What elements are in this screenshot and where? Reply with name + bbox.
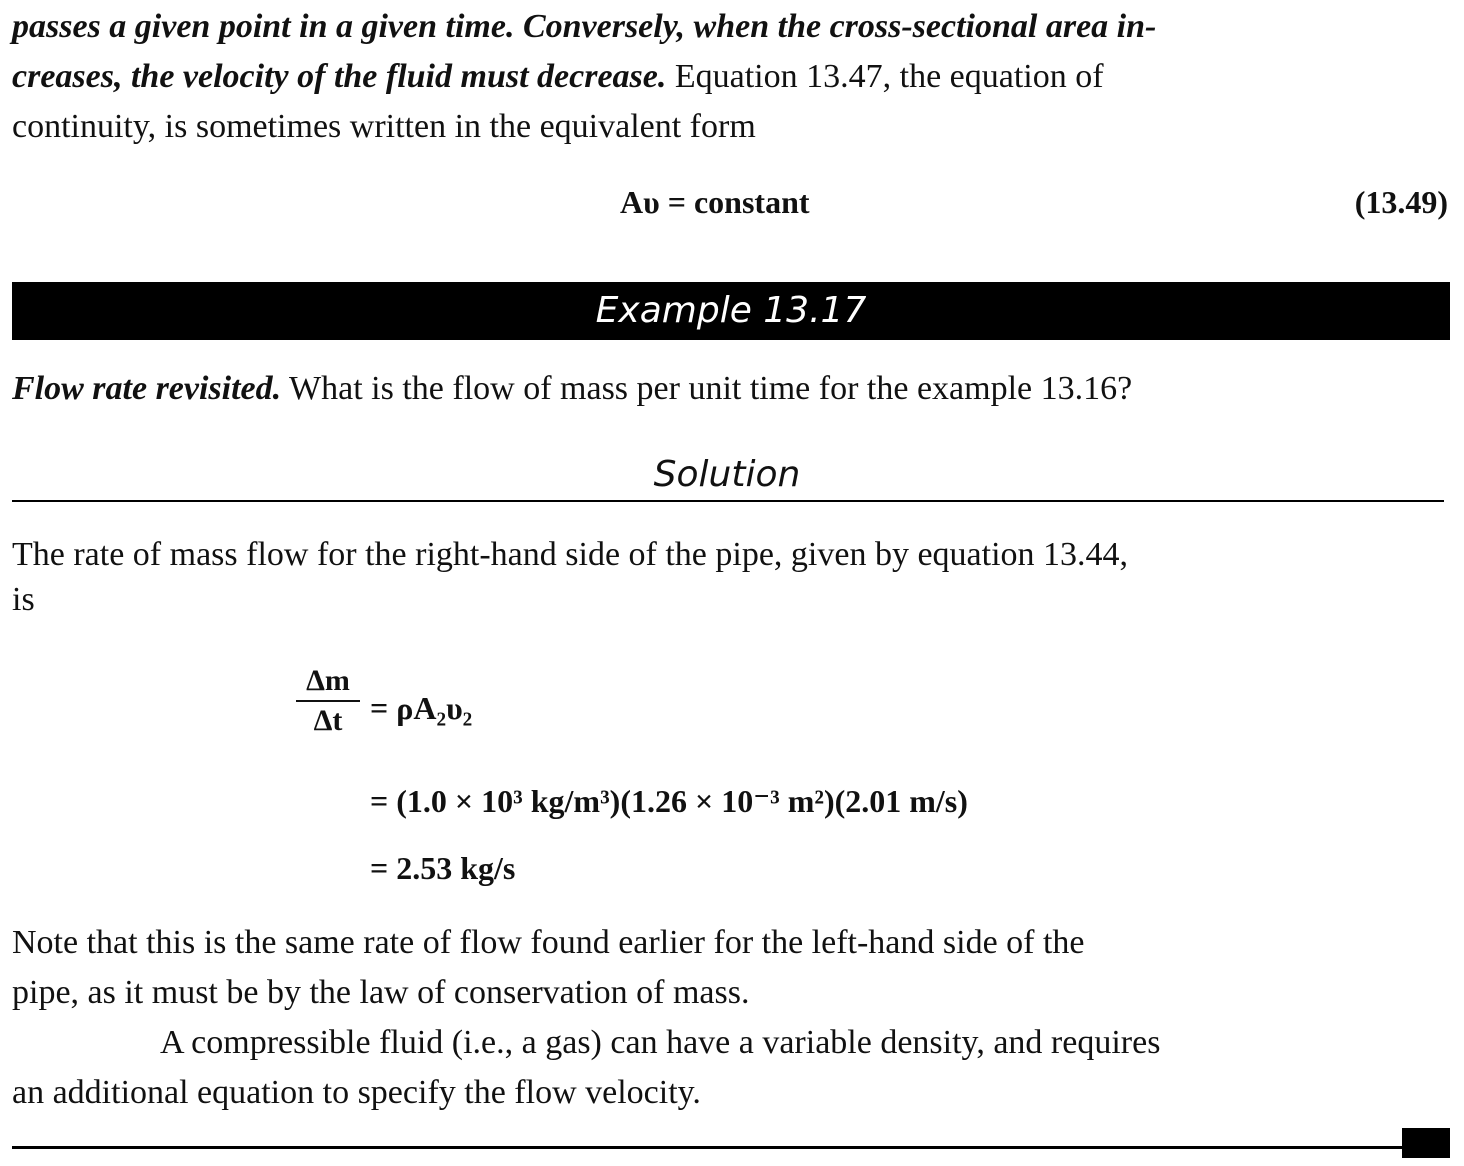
solution-heading: Solution — [653, 454, 801, 495]
example-banner: Example 13.17 — [12, 282, 1450, 340]
fraction-denominator: Δt — [313, 704, 343, 737]
compressible-paragraph: A compressible fluid (i.e., a gas) can have a variable density, and requires an additional equation to specify the flow velocity. — [12, 1024, 1161, 1111]
intro-line-3: continuity, is sometimes written in the equivalent form — [12, 108, 756, 145]
end-rule — [12, 1146, 1404, 1149]
equation-line-2: = (1.0 × 10³ kg/m³)(1.26 × 10⁻³ m²)(2.01 m/s) — [370, 783, 968, 819]
end-of-example-mark — [1402, 1128, 1450, 1158]
intro-line-2: creases, the velocity of the fluid must decrease. Equation 13.47, the equation of — [12, 58, 1104, 95]
mass-rate-fraction — [296, 664, 360, 738]
equation-line-1: = ρA₂υ₂ — [370, 690, 473, 726]
equation-number: (13.49) — [1354, 184, 1448, 220]
intro-line-1: passes a given point in a given time. Conversely, when the cross-sectional area in- — [12, 8, 1157, 45]
example-question: Flow rate revisited. What is the flow of mass per unit time for the example 13.16? — [12, 370, 1133, 407]
equation-line-3: = 2.53 kg/s — [370, 850, 516, 886]
solution-rule — [12, 500, 1444, 502]
solution-text: The rate of mass flow for the right-hand side of the pipe, given by equation 13.44, is — [12, 536, 1129, 618]
example-title: Flow rate revisited. — [12, 370, 282, 407]
note-paragraph: Note that this is the same rate of flow found earlier for the left-hand side of the pipe, as it must be by the law of conservation of mass. — [12, 924, 1085, 1011]
fraction-numerator: Δm — [306, 664, 350, 697]
equation-13-49: Aυ = constant — [620, 184, 810, 220]
intro-paragraph — [12, 2, 1448, 152]
fraction-bar — [296, 700, 360, 702]
